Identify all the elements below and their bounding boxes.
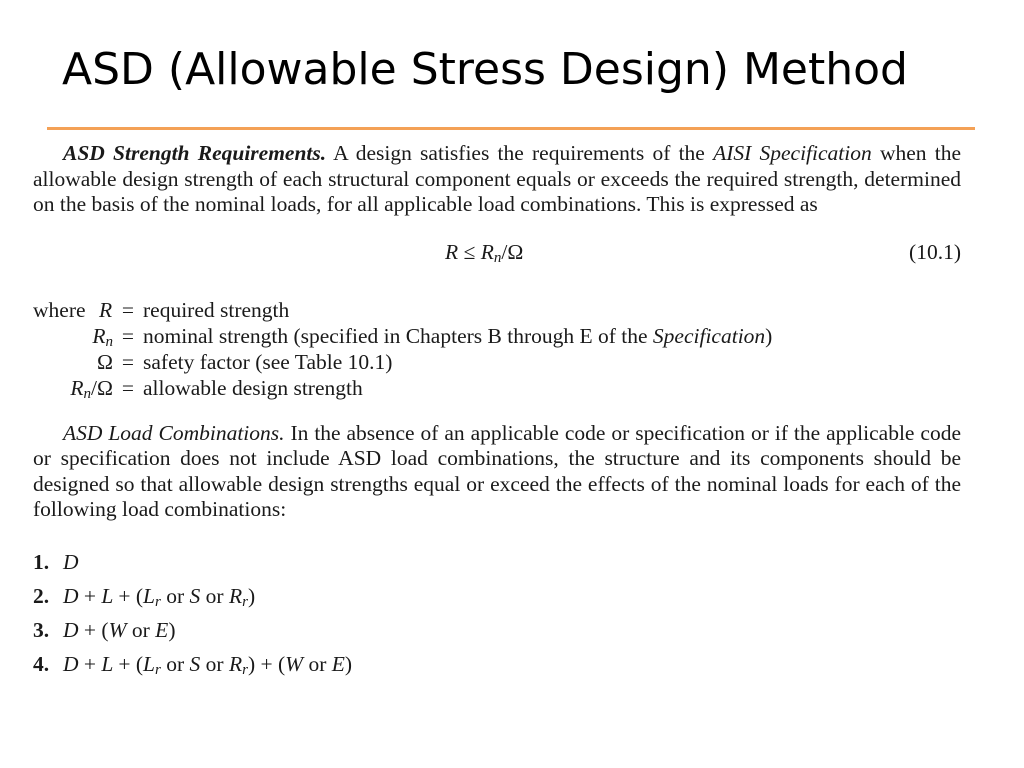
definition-text: required strength: [143, 297, 290, 322]
strength-requirements-text-1: A design satisfies the requirements of the: [326, 141, 714, 165]
load-combination-item: 3. D + (W or E): [33, 617, 176, 642]
aisi-specification-name: AISI Specification: [713, 141, 872, 165]
definition-row-required-strength: where R = required strength: [33, 297, 290, 322]
strength-requirements-text-2: when the allowable design strength of each structural component equals or exceeds the required strength, determined on the basis of the nominal loads, for all applicable load combinations. This is expressed as: [33, 141, 962, 216]
definition-row-nominal-strength: $R_n$ = nominal strength (specified in Chapters B through E of the Specification): [92, 323, 773, 350]
definition-text: allowable design strength: [143, 375, 363, 400]
slide-title: ASD (Allowable Stress Design) Method: [62, 44, 908, 95]
load-combinations-text: In the absence of an applicable code or specification or if the applicable code or specification does not include ASD load combinations, the structure and its components should be designed so that allowable design strengths equal or exceed the effects of the nominal loads for each of the following load combinations:: [33, 420, 961, 521]
slide-content: [33, 141, 961, 681]
where-definitions: [33, 297, 961, 401]
definition-text: safety factor (see Table 10.1): [143, 349, 393, 374]
load-combination-item: 1. D: [33, 549, 79, 574]
equation-10-1: [33, 240, 961, 270]
equation-expression: $R \le R_n/\Omega$: [445, 239, 524, 266]
load-combination-list: [33, 545, 961, 681]
strength-requirements-heading: ASD Strength Requirements.: [63, 141, 327, 165]
definition-text: nominal strength (specified in Chapters B through E of the Specification): [143, 323, 773, 348]
load-combination-item: 2. $D + L + (L_r$ or S or $R_r$): [33, 583, 256, 610]
title-divider: [47, 127, 975, 130]
load-combinations-paragraph: [33, 421, 961, 523]
equation-number: (10.1): [909, 239, 961, 264]
strength-requirements-paragraph: [33, 141, 961, 218]
definition-row-safety-factor: Ω = safety factor (see Table 10.1): [97, 349, 393, 374]
load-combinations-heading: ASD Load Combinations.: [63, 420, 285, 445]
where-label: where: [33, 297, 86, 322]
load-combination-item: 4. $D + L + (L_r$ or S or $R_r) + (W$ or E): [33, 651, 353, 678]
definition-row-allowable-strength: $R_n/\Omega$ = allowable design strength: [70, 375, 363, 402]
